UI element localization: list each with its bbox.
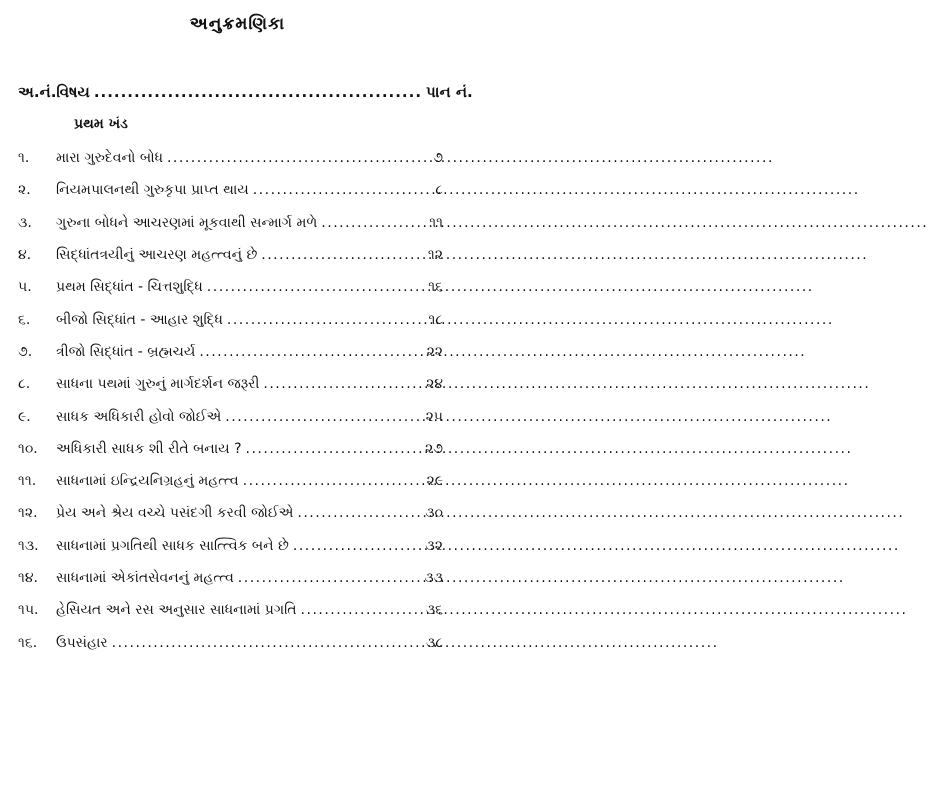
entry-number: ૧૪. (18, 570, 38, 586)
entry-number: ૧૫. (18, 602, 39, 619)
page-column-header: પાન નં. (426, 83, 473, 101)
toc-header-row (18, 80, 473, 104)
entry-subject: પ્રેય અને શ્રેય વચ્ચે પસંદગી કરવી જોઈએ (56, 505, 294, 522)
dot-leader (238, 570, 415, 586)
toc-entry (18, 336, 443, 368)
page-title: અનુક્રમણિકા (189, 14, 286, 34)
entry-number: ૧૩. (18, 537, 39, 554)
entry-subject: મારા ગુરુદેવનો બોધ (56, 150, 163, 167)
entry-subject: સાધનામાં એકાંતસેવનનું મહત્ત્વ (56, 570, 234, 586)
dot-leader (112, 635, 415, 651)
entry-page-number: ૩૬ (425, 602, 443, 619)
dot-leader (261, 247, 415, 263)
toc-entry (18, 368, 443, 400)
toc-entry (18, 239, 443, 271)
entry-number: ૧૨. (18, 505, 38, 522)
toc-entry (18, 303, 443, 335)
entry-number: ૫. (18, 279, 32, 296)
entry-page-number: ૧૮ (428, 311, 443, 328)
toc-entry (18, 465, 443, 497)
entry-subject: સાધનામાં ઇન્દ્રિયનિગ્રહનું મહત્ત્વ (56, 473, 239, 490)
entry-subject: સાધનામાં પ્રગતિથી સાધક સાત્ત્વિક બને છે (56, 537, 289, 554)
entry-number: ૬. (18, 311, 31, 328)
entry-subject: ઉપસંહાર (56, 634, 108, 651)
entry-page-number: ૭ (433, 150, 443, 167)
toc-entry (18, 594, 443, 626)
entry-subject: સાધક અધિકારી હોવો જોઈએ (56, 408, 222, 425)
entry-page-number: ૧૬ (428, 279, 443, 296)
toc-entry-list (18, 142, 443, 659)
header-dot-leader: ................................................. (93, 83, 423, 101)
entry-number: ૮. (18, 376, 31, 393)
entry-number: ૧૦. (18, 440, 38, 457)
number-column-header: અ.નં. (18, 83, 57, 101)
entry-subject: સાધના પથમાં ગુરુનું માર્ગદર્શન જરૂરી (56, 376, 260, 393)
entry-page-number: ૩૩ (424, 570, 443, 586)
entry-page-number: ૧૧ (429, 214, 443, 231)
entry-page-number: ૩૮ (425, 634, 443, 651)
dot-leader (253, 182, 415, 198)
entry-number: ૩. (18, 214, 32, 231)
entry-number: ૭. (18, 343, 33, 360)
toc-entry (18, 400, 443, 432)
entry-number: ૨. (18, 182, 31, 199)
toc-entry (18, 626, 443, 658)
entry-subject: બીજો સિદ્ધાંત - આહાર શુદ્ધિ (56, 311, 223, 328)
dot-leader (263, 376, 415, 392)
toc-entry (18, 530, 443, 562)
dot-leader (297, 505, 415, 521)
entry-number: ૧૬. (18, 634, 38, 651)
dot-leader (246, 441, 415, 457)
section-title: પ્રથમ ખંડ (74, 116, 128, 132)
entry-subject: નિયમપાલનથી ગુરુકૃપા પ્રાપ્ત થાય (56, 182, 249, 199)
toc-entry (18, 271, 443, 303)
toc-entry (18, 433, 443, 465)
entry-subject: સિદ્ધાંતત્રયીનું આચરણ મહત્ત્વનું છે (56, 247, 258, 264)
entry-page-number: ૨૭ (425, 440, 443, 457)
entry-number: ૧. (18, 150, 30, 167)
dot-leader (243, 473, 415, 489)
entry-number: ૧૧. (18, 473, 37, 490)
dot-leader (227, 312, 415, 328)
entry-number: ૯. (18, 408, 31, 425)
dot-leader (321, 215, 415, 231)
toc-entry (18, 562, 443, 594)
entry-subject: અધિકારી સાધક શી રીતે બનાય ? (56, 440, 242, 457)
entry-number: ૪. (18, 247, 32, 264)
subject-column-header: વિષય (56, 83, 90, 101)
dot-leader (301, 602, 415, 618)
dot-leader (207, 279, 415, 295)
entry-page-number: ૨૪ (426, 376, 443, 393)
dot-leader (225, 409, 415, 425)
entry-page-number: ૨૫ (425, 408, 443, 425)
entry-subject: પ્રથમ સિદ્ધાંત - ચિત્તશુદ્ધિ (56, 279, 203, 296)
entry-subject: ત્રીજો સિદ્ધાંત - બ્રહ્મચર્ય (56, 343, 196, 360)
toc-entry (18, 142, 443, 174)
dot-leader (199, 344, 415, 360)
entry-page-number: ૩૦ (425, 505, 443, 522)
toc-entry (18, 207, 443, 239)
entry-subject: હેસિયત અને રસ અનુસાર સાધનામાં પ્રગતિ (56, 602, 297, 619)
entry-page-number: ૨૨ (426, 343, 443, 360)
toc-entry (18, 497, 443, 529)
dot-leader (293, 538, 415, 554)
entry-page-number: ૨૯ (426, 473, 443, 490)
toc-entry (18, 174, 443, 206)
entry-page-number: ૧૨ (427, 247, 443, 264)
entry-subject: ગુરુના બોધને આચરણમાં મૂકવાથી સન્માર્ગ મળે (56, 214, 318, 231)
entry-page-number: ૩૨ (425, 537, 443, 554)
dot-leader (167, 150, 415, 166)
entry-page-number: ૮ (435, 182, 443, 199)
